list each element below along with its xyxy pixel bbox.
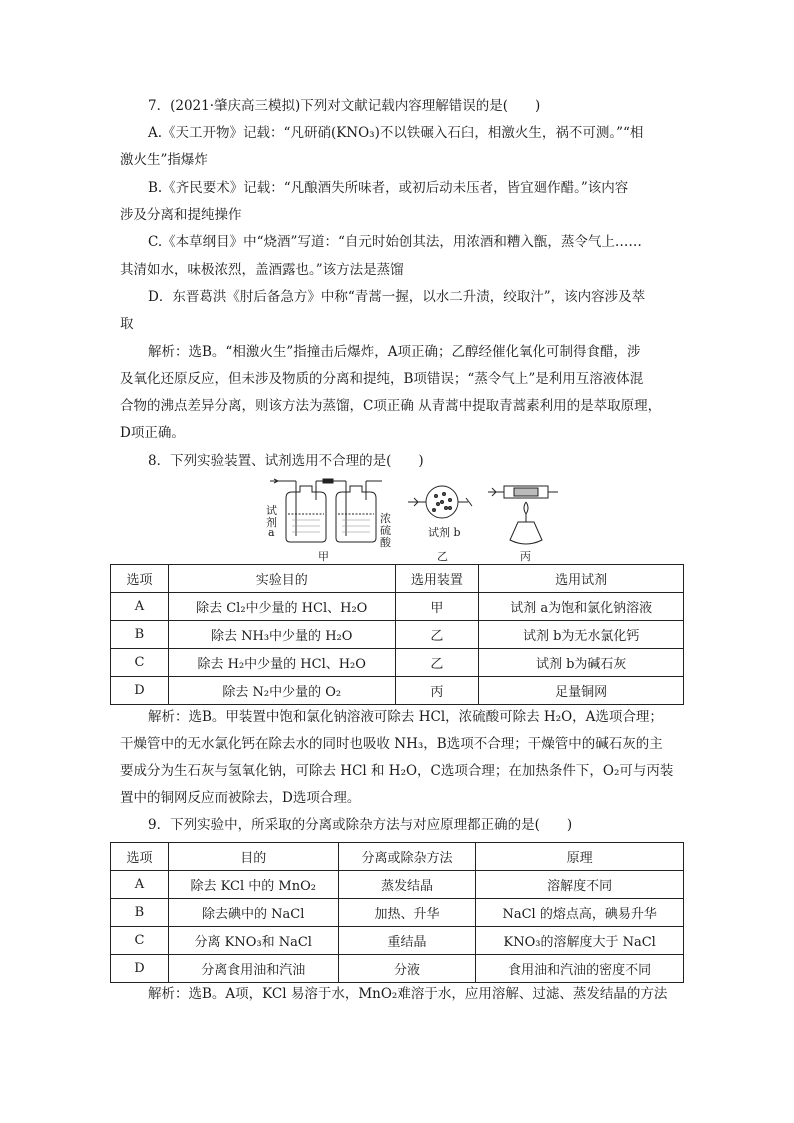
table-cell: A: [111, 593, 169, 621]
heated-tube-with-lamp: [488, 486, 558, 544]
q8-analysis-line1: 解析：选B。甲装置中饱和氯化钠溶液可除去 HCl，浓硫酸可除去 H₂O，A选项合理；: [148, 709, 663, 725]
reagent-a-label-1: 试: [266, 504, 277, 517]
table-cell: 试剂 b为碱石灰: [479, 649, 684, 677]
table-cell: D: [111, 955, 169, 983]
header-cell: 实验目的: [168, 565, 395, 593]
caption-jia: 甲: [318, 550, 329, 563]
gas-washing-bottle-acid: [336, 481, 382, 542]
table-cell: 丙: [395, 677, 479, 705]
table-cell: B: [111, 621, 169, 649]
q7-option-b-line1: B.《齐民要术》记载：“凡酿酒失所味者，或初后动未压者，皆宜廻作醋。”该内容: [148, 180, 629, 196]
rubber-joint: [323, 479, 333, 483]
table-cell: 乙: [395, 649, 479, 677]
header-cell: 目的: [168, 843, 338, 871]
table-cell: 试剂 a为饱和氯化钠溶液: [479, 593, 684, 621]
q8-analysis-line4: 置中的铜网反应而被除去，D选项合理。: [120, 790, 361, 806]
q7-option-a-line1: A.《天工开物》记载：“凡研硝(KNO₃)不以铁碾入石臼，相激火生，祸不可测。”“相: [148, 125, 644, 141]
table-row: [111, 871, 684, 899]
table-cell: 除去碘中的 NaCl: [168, 899, 338, 927]
table-cell: 分液: [338, 955, 476, 983]
table-cell: 加热、升华: [338, 899, 476, 927]
table-cell: A: [111, 871, 169, 899]
table-cell: C: [111, 649, 169, 677]
table-header-row: [111, 565, 684, 593]
reagent-b-label: 试剂 b: [428, 526, 461, 539]
table-cell: B: [111, 899, 169, 927]
q7-option-c-line2: 其清如水，味极浓烈，盖酒露也。”该方法是蒸馏: [120, 262, 404, 278]
table-cell: 除去 KCl 中的 MnO₂: [168, 871, 338, 899]
q7-option-d-line2: 取: [120, 316, 134, 332]
table-cell: 溶解度不同: [476, 871, 684, 899]
q7-option-b-line2: 涉及分离和提纯操作: [120, 207, 242, 223]
table-row: [111, 955, 684, 983]
table-header-row: [111, 843, 684, 871]
header-cell: 原理: [476, 843, 684, 871]
table-cell: 分离 KNO₃和 NaCl: [168, 927, 338, 955]
table-row: [111, 593, 684, 621]
header-cell: 分离或除杂方法: [338, 843, 476, 871]
q7-option-a-line2: 激火生”指爆炸: [120, 152, 208, 168]
table-cell: 足量铜网: [479, 677, 684, 705]
q7-analysis-line1: 解析：选B。“相激火生”指撞击后爆炸，A项正确；乙醇经催化氧化可制得食醋，涉: [148, 344, 641, 360]
q9-table: [110, 842, 684, 983]
table-cell: 除去 N₂中少量的 O₂: [168, 677, 395, 705]
table-row: [111, 927, 684, 955]
table-cell: 分离食用油和汽油: [168, 955, 338, 983]
table-row: [111, 649, 684, 677]
table-cell: 蒸发结晶: [338, 871, 476, 899]
header-cell: 选项: [111, 565, 169, 593]
header-cell: 选项: [111, 843, 169, 871]
apparatus-figure: [260, 478, 560, 564]
table-cell: 除去 H₂中少量的 HCl、H₂O: [168, 649, 395, 677]
table-cell: D: [111, 677, 169, 705]
table-cell: 除去 NH₃中少量的 H₂O: [168, 621, 395, 649]
acid-label-1: 浓: [380, 512, 391, 525]
q8-analysis-line3: 要成分为生石灰与氢氧化钠，可除去 HCl 和 H₂O，C选项合理；在加热条件下，O₂可与丙装: [120, 763, 674, 779]
table-cell: NaCl 的熔点高，碘易升华: [476, 899, 684, 927]
acid-label-2: 硫: [380, 524, 391, 537]
header-cell: 选用装置: [395, 565, 479, 593]
table-cell: 除去 Cl₂中少量的 HCl、H₂O: [168, 593, 395, 621]
table-cell: KNO₃的溶解度大于 NaCl: [476, 927, 684, 955]
table-cell: 食用油和汽油的密度不同: [476, 955, 684, 983]
acid-label-3: 酸: [380, 536, 391, 549]
q7-analysis-line4: D项正确。: [120, 425, 185, 441]
drying-tube: [408, 486, 472, 518]
table-row: [111, 621, 684, 649]
q9-analysis-line1: 解析：选B。A项，KCl 易溶于水，MnO₂难溶于水，应用溶解、过滤、蒸发结晶的方法: [148, 986, 668, 1002]
q8-table: [110, 564, 684, 705]
table-cell: 试剂 b为无水氯化钙: [479, 621, 684, 649]
header-cell: 选用试剂: [479, 565, 684, 593]
caption-bing: 丙: [520, 550, 531, 563]
table-row: [111, 677, 684, 705]
q7-stem: 7．(2021·肇庆高三模拟)下列对文献记载内容理解错误的是( ): [148, 98, 541, 114]
q8-analysis-line2: 干燥管中的无水氯化钙在除去水的同时也吸收 NH₃，B选项不合理；干燥管中的碱石灰的主: [120, 736, 663, 752]
reagent-a-label-2: 剂: [266, 516, 277, 529]
caption-yi: 乙: [437, 550, 448, 563]
table-row: [111, 899, 684, 927]
q7-option-c-line1: C.《本草纲目》中“烧酒”写道：“自元时始创其法，用浓酒和糟入甑，蒸令气上……: [148, 234, 642, 250]
q9-stem: 9．下列实验中，所采取的分离或除杂方法与对应原理都正确的是( ): [148, 817, 573, 833]
q8-stem: 8．下列实验装置、试剂选用不合理的是( ): [148, 453, 424, 469]
table-cell: 乙: [395, 621, 479, 649]
q7-analysis-line2: 及氧化还原反应，但未涉及物质的分离和提纯，B项错误；“蒸令气上”是利用互溶液体混: [120, 371, 644, 387]
table-cell: C: [111, 927, 169, 955]
q7-analysis-line3: 合物的沸点差异分离，则该方法为蒸馏，C项正确 从青蒿中提取青蒿素利用的是萃取原理，: [120, 398, 662, 414]
gas-washing-bottle-a: [286, 481, 326, 542]
reagent-a-label-3: a: [268, 526, 275, 539]
table-cell: 重结晶: [338, 927, 476, 955]
table-cell: 甲: [395, 593, 479, 621]
q7-option-d-line1: D．东晋葛洪《肘后备急方》中称“青蒿一握，以水二升渍，绞取汁”，该内容涉及萃: [148, 289, 646, 305]
